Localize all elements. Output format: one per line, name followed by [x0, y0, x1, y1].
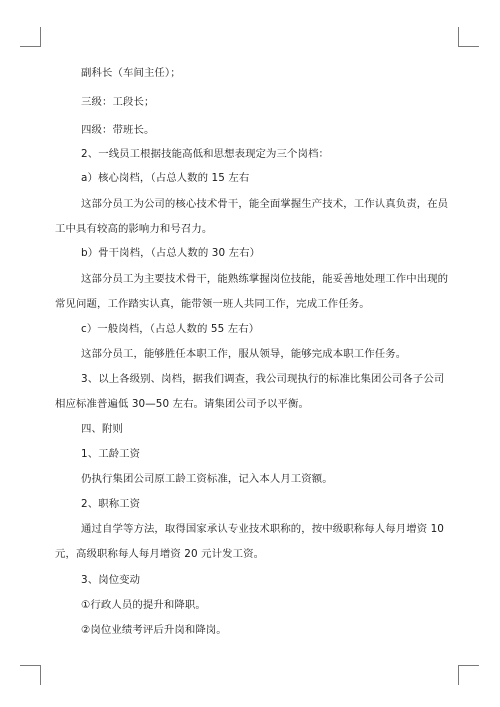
text-line: 这部分员工，能够胜任本职工作，服从领导，能够完成本职工作任务。: [81, 348, 407, 360]
text-line: 相应标准普遍低 30—50 左右。请集团公司予以平衡。: [55, 398, 309, 410]
text-line: 仍执行集团公司原工龄工资标准，记入本人月工资额。: [81, 473, 333, 485]
text-line: b）骨干岗档，（占总人数的 30 左右）: [81, 247, 261, 259]
text-line: 3、以上各级别、岗档，据我们调查，我公司现执行的标准比集团公司各子公司: [81, 373, 445, 385]
text-line: 1、工龄工资: [81, 448, 141, 460]
text-line: 2、一线员工根据技能高低和思想表现定为三个岗档：: [81, 148, 329, 160]
text-line: a）核心岗档，（占总人数的 15 左右: [81, 172, 250, 184]
text-line: 这部分员工为主要技术骨干，能熟练掌握岗位技能，能妥善地处理工作中出现的: [81, 273, 449, 285]
text-line: c）一般岗档，（占总人数的 55 左右）: [81, 323, 260, 335]
text-line: 三级：工段长；: [81, 96, 155, 108]
text-line: 2、职称工资: [81, 498, 141, 510]
text-line: 副科长（车间主任）；: [81, 67, 181, 79]
text-line: 四级：带班长。: [81, 124, 155, 136]
text-line: 元，高级职称每人每月增资 20 元计发工资。: [55, 548, 265, 560]
text-line: 3、岗位变动: [81, 574, 141, 586]
text-line: ②岗位业绩考评后升岗和降岗。: [81, 624, 227, 636]
text-line: 四、附则: [81, 423, 123, 435]
text-line: 通过自学等方法，取得国家承认专业技术职称的，按中级职称每人每月增资 10: [81, 523, 445, 535]
text-line: ①行政人员的提升和降职。: [81, 599, 206, 611]
text-line: 工中具有较高的影响力和号召力。: [55, 223, 213, 235]
text-line: 这部分员工为公司的核心技术骨干，能全面掌握生产技术，工作认真负责，在员: [81, 198, 449, 210]
text-line: 常见问题，工作踏实认真，能带领一班人共同工作，完成工作任务。: [55, 298, 370, 310]
